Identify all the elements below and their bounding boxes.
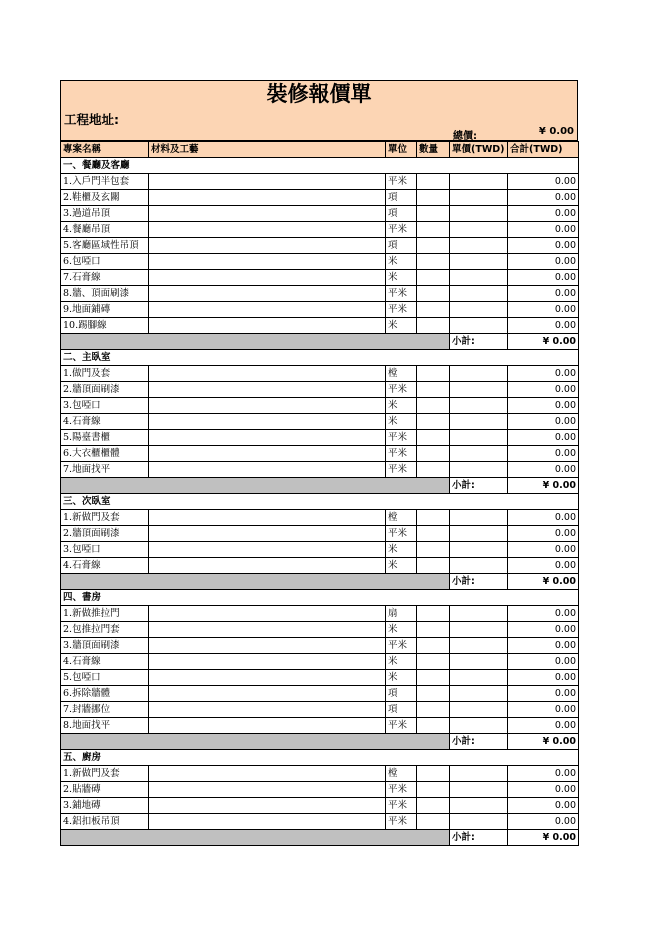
- quantity-cell[interactable]: [417, 638, 450, 654]
- table-row: [61, 686, 579, 702]
- row-total-cell: 0.00: [508, 254, 579, 270]
- subtotal-value: ¥ 0.00: [508, 734, 579, 750]
- project-address-label: 工程地址:: [64, 112, 119, 127]
- unit-cell: 平米: [386, 718, 417, 734]
- material-cell[interactable]: [149, 798, 386, 814]
- unit-price-cell[interactable]: [450, 430, 508, 446]
- item-name-cell: 4.石膏線: [61, 414, 149, 430]
- subtotal-label: 小計:: [450, 574, 508, 590]
- quantity-cell[interactable]: [417, 238, 450, 254]
- column-header-total: 合計(TWD): [508, 142, 579, 158]
- quotation-sheet: [60, 80, 578, 846]
- unit-price-cell[interactable]: [450, 446, 508, 462]
- quantity-cell[interactable]: [417, 510, 450, 526]
- item-name-cell: 2.貼牆磚: [61, 782, 149, 798]
- material-cell[interactable]: [149, 702, 386, 718]
- quantity-cell[interactable]: [417, 766, 450, 782]
- section-title: 三、次臥室: [61, 494, 579, 510]
- row-total-cell: 0.00: [508, 206, 579, 222]
- subtotal-filler: [61, 574, 450, 590]
- unit-cell: 米: [386, 558, 417, 574]
- unit-price-cell[interactable]: [450, 206, 508, 222]
- subtotal-row: [61, 478, 579, 494]
- quantity-cell[interactable]: [417, 398, 450, 414]
- table-row: [61, 222, 579, 238]
- unit-price-cell[interactable]: [450, 542, 508, 558]
- unit-cell: 平米: [386, 526, 417, 542]
- subtotal-value: ¥ 0.00: [508, 830, 579, 846]
- table-row: [61, 766, 579, 782]
- unit-price-cell[interactable]: [450, 718, 508, 734]
- row-total-cell: 0.00: [508, 622, 579, 638]
- quantity-cell[interactable]: [417, 254, 450, 270]
- unit-price-cell[interactable]: [450, 766, 508, 782]
- quotation-table: [60, 141, 579, 846]
- material-cell[interactable]: [149, 558, 386, 574]
- subtotal-filler: [61, 478, 450, 494]
- subtotal-row: [61, 830, 579, 846]
- row-total-cell: 0.00: [508, 526, 579, 542]
- quantity-cell[interactable]: [417, 222, 450, 238]
- material-cell[interactable]: [149, 382, 386, 398]
- unit-cell: 平米: [386, 462, 417, 478]
- unit-price-cell[interactable]: [450, 254, 508, 270]
- quantity-cell[interactable]: [417, 270, 450, 286]
- unit-price-cell[interactable]: [450, 606, 508, 622]
- grand-total-label: 總價:: [453, 131, 477, 142]
- item-name-cell: 7.地面找平: [61, 462, 149, 478]
- material-cell[interactable]: [149, 654, 386, 670]
- table-row: [61, 286, 579, 302]
- item-name-cell: 3.包啞口: [61, 542, 149, 558]
- item-name-cell: 6.大衣櫃櫃體: [61, 446, 149, 462]
- unit-cell: 樘: [386, 766, 417, 782]
- item-name-cell: 1.入戶門半包套: [61, 174, 149, 190]
- column-header-row: [61, 142, 579, 158]
- quantity-cell[interactable]: [417, 286, 450, 302]
- unit-cell: 平米: [386, 174, 417, 190]
- item-name-cell: 4.鋁扣板吊頂: [61, 814, 149, 830]
- unit-cell: 平米: [386, 638, 417, 654]
- material-cell[interactable]: [149, 318, 386, 334]
- unit-cell: 樘: [386, 366, 417, 382]
- material-cell[interactable]: [149, 510, 386, 526]
- table-row: [61, 814, 579, 830]
- quantity-cell[interactable]: [417, 606, 450, 622]
- item-name-cell: 3.鋪地磚: [61, 798, 149, 814]
- table-row: [61, 654, 579, 670]
- material-cell[interactable]: [149, 670, 386, 686]
- row-total-cell: 0.00: [508, 702, 579, 718]
- table-row: [61, 718, 579, 734]
- unit-cell: 平米: [386, 782, 417, 798]
- unit-cell: 米: [386, 654, 417, 670]
- material-cell[interactable]: [149, 302, 386, 318]
- unit-cell: 平米: [386, 286, 417, 302]
- unit-cell: 項: [386, 206, 417, 222]
- row-total-cell: 0.00: [508, 190, 579, 206]
- row-total-cell: 0.00: [508, 446, 579, 462]
- quantity-cell[interactable]: [417, 414, 450, 430]
- table-row: [61, 366, 579, 382]
- unit-cell: 米: [386, 318, 417, 334]
- unit-cell: 平米: [386, 798, 417, 814]
- unit-price-cell[interactable]: [450, 558, 508, 574]
- subtotal-value: ¥ 0.00: [508, 478, 579, 494]
- row-total-cell: 0.00: [508, 238, 579, 254]
- section-header-row: [61, 590, 579, 606]
- table-row: [61, 446, 579, 462]
- quantity-cell[interactable]: [417, 542, 450, 558]
- item-name-cell: 6.拆除牆體: [61, 686, 149, 702]
- material-cell[interactable]: [149, 718, 386, 734]
- unit-cell: 樘: [386, 510, 417, 526]
- subtotal-label: 小計:: [450, 478, 508, 494]
- material-cell[interactable]: [149, 446, 386, 462]
- section-title: 五、廚房: [61, 750, 579, 766]
- column-header-item: 專案名稱: [61, 142, 149, 158]
- item-name-cell: 1.新做推拉門: [61, 606, 149, 622]
- quantity-cell[interactable]: [417, 702, 450, 718]
- material-cell[interactable]: [149, 206, 386, 222]
- unit-price-cell[interactable]: [450, 318, 508, 334]
- row-total-cell: 0.00: [508, 798, 579, 814]
- quantity-cell[interactable]: [417, 814, 450, 830]
- item-name-cell: 2.牆頂面刷漆: [61, 526, 149, 542]
- subtotal-label: 小計:: [450, 334, 508, 350]
- quantity-cell[interactable]: [417, 718, 450, 734]
- table-row: [61, 302, 579, 318]
- table-row: [61, 542, 579, 558]
- material-cell[interactable]: [149, 814, 386, 830]
- unit-price-cell[interactable]: [450, 270, 508, 286]
- row-total-cell: 0.00: [508, 718, 579, 734]
- unit-price-cell[interactable]: [450, 638, 508, 654]
- quantity-cell[interactable]: [417, 318, 450, 334]
- row-total-cell: 0.00: [508, 430, 579, 446]
- material-cell[interactable]: [149, 462, 386, 478]
- unit-price-cell[interactable]: [450, 366, 508, 382]
- row-total-cell: 0.00: [508, 318, 579, 334]
- subtotal-label: 小計:: [450, 830, 508, 846]
- table-row: [61, 606, 579, 622]
- material-cell[interactable]: [149, 526, 386, 542]
- grand-total-value: ¥ 0.00: [538, 126, 574, 137]
- row-total-cell: 0.00: [508, 654, 579, 670]
- material-cell[interactable]: [149, 782, 386, 798]
- item-name-cell: 4.餐廳吊頂: [61, 222, 149, 238]
- row-total-cell: 0.00: [508, 382, 579, 398]
- item-name-cell: 1.新做門及套: [61, 766, 149, 782]
- unit-price-cell[interactable]: [450, 702, 508, 718]
- subtotal-label: 小計:: [450, 734, 508, 750]
- item-name-cell: 4.石膏線: [61, 558, 149, 574]
- material-cell[interactable]: [149, 542, 386, 558]
- unit-price-cell[interactable]: [450, 190, 508, 206]
- material-cell[interactable]: [149, 686, 386, 702]
- table-row: [61, 254, 579, 270]
- sheet-header: [60, 80, 578, 141]
- material-cell[interactable]: [149, 622, 386, 638]
- unit-price-cell[interactable]: [450, 510, 508, 526]
- material-cell[interactable]: [149, 270, 386, 286]
- section-header-row: [61, 158, 579, 174]
- subtotal-value: ¥ 0.00: [508, 334, 579, 350]
- row-total-cell: 0.00: [508, 222, 579, 238]
- unit-price-cell[interactable]: [450, 670, 508, 686]
- row-total-cell: 0.00: [508, 414, 579, 430]
- table-row: [61, 238, 579, 254]
- section-title: 一、餐廳及客廳: [61, 158, 579, 174]
- table-row: [61, 462, 579, 478]
- unit-cell: 米: [386, 414, 417, 430]
- row-total-cell: 0.00: [508, 462, 579, 478]
- item-name-cell: 9.地面鋪磚: [61, 302, 149, 318]
- material-cell[interactable]: [149, 398, 386, 414]
- unit-cell: 平米: [386, 382, 417, 398]
- table-row: [61, 398, 579, 414]
- unit-cell: 平米: [386, 302, 417, 318]
- table-row: [61, 670, 579, 686]
- item-name-cell: 4.石膏線: [61, 654, 149, 670]
- unit-price-cell[interactable]: [450, 686, 508, 702]
- item-name-cell: 1.做門及套: [61, 366, 149, 382]
- row-total-cell: 0.00: [508, 302, 579, 318]
- quantity-cell[interactable]: [417, 686, 450, 702]
- subtotal-filler: [61, 830, 450, 846]
- material-cell[interactable]: [149, 286, 386, 302]
- unit-cell: 平米: [386, 446, 417, 462]
- unit-price-cell[interactable]: [450, 302, 508, 318]
- item-name-cell: 10.踢腳線: [61, 318, 149, 334]
- row-total-cell: 0.00: [508, 766, 579, 782]
- sheet-title: 裝修報價單: [266, 81, 372, 106]
- item-name-cell: 2.鞋櫃及玄關: [61, 190, 149, 206]
- unit-cell: 項: [386, 238, 417, 254]
- quantity-cell[interactable]: [417, 798, 450, 814]
- unit-price-cell[interactable]: [450, 654, 508, 670]
- quantity-cell[interactable]: [417, 366, 450, 382]
- subtotal-row: [61, 574, 579, 590]
- unit-cell: 米: [386, 254, 417, 270]
- item-name-cell: 5.包啞口: [61, 670, 149, 686]
- section-title: 四、書房: [61, 590, 579, 606]
- subtotal-row: [61, 334, 579, 350]
- quantity-cell[interactable]: [417, 670, 450, 686]
- item-name-cell: 6.包啞口: [61, 254, 149, 270]
- unit-price-cell[interactable]: [450, 622, 508, 638]
- unit-cell: 米: [386, 398, 417, 414]
- material-cell[interactable]: [149, 254, 386, 270]
- subtotal-value: ¥ 0.00: [508, 574, 579, 590]
- item-name-cell: 5.客廳區域性吊頂: [61, 238, 149, 254]
- unit-price-cell[interactable]: [450, 174, 508, 190]
- unit-cell: 平米: [386, 814, 417, 830]
- item-name-cell: 7.封牆挪位: [61, 702, 149, 718]
- subtotal-filler: [61, 734, 450, 750]
- subtotal-filler: [61, 334, 450, 350]
- unit-cell: 項: [386, 686, 417, 702]
- row-total-cell: 0.00: [508, 814, 579, 830]
- item-name-cell: 3.牆頂面刷漆: [61, 638, 149, 654]
- material-cell[interactable]: [149, 638, 386, 654]
- column-header-material: 材料及工藝: [149, 142, 386, 158]
- unit-price-cell[interactable]: [450, 414, 508, 430]
- quantity-cell[interactable]: [417, 782, 450, 798]
- item-name-cell: 3.包啞口: [61, 398, 149, 414]
- unit-cell: 米: [386, 670, 417, 686]
- row-total-cell: 0.00: [508, 398, 579, 414]
- quantity-cell[interactable]: [417, 462, 450, 478]
- row-total-cell: 0.00: [508, 558, 579, 574]
- quantity-cell[interactable]: [417, 206, 450, 222]
- row-total-cell: 0.00: [508, 366, 579, 382]
- quantity-cell[interactable]: [417, 446, 450, 462]
- quantity-cell[interactable]: [417, 526, 450, 542]
- unit-price-cell[interactable]: [450, 286, 508, 302]
- item-name-cell: 1.新做門及套: [61, 510, 149, 526]
- unit-price-cell[interactable]: [450, 398, 508, 414]
- unit-cell: 平米: [386, 430, 417, 446]
- table-row: [61, 622, 579, 638]
- table-row: [61, 174, 579, 190]
- quantity-cell[interactable]: [417, 174, 450, 190]
- item-name-cell: 2.包推拉門套: [61, 622, 149, 638]
- table-row: [61, 270, 579, 286]
- unit-cell: 米: [386, 622, 417, 638]
- section-header-row: [61, 350, 579, 366]
- material-cell[interactable]: [149, 414, 386, 430]
- row-total-cell: 0.00: [508, 606, 579, 622]
- unit-price-cell[interactable]: [450, 382, 508, 398]
- material-cell[interactable]: [149, 606, 386, 622]
- table-row: [61, 798, 579, 814]
- row-total-cell: 0.00: [508, 782, 579, 798]
- table-row: [61, 206, 579, 222]
- unit-price-cell[interactable]: [450, 462, 508, 478]
- row-total-cell: 0.00: [508, 286, 579, 302]
- unit-cell: 項: [386, 702, 417, 718]
- table-row: [61, 190, 579, 206]
- material-cell[interactable]: [149, 766, 386, 782]
- column-header-unit: 單位: [386, 142, 417, 158]
- section-header-row: [61, 494, 579, 510]
- item-name-cell: 8.地面找平: [61, 718, 149, 734]
- table-row: [61, 510, 579, 526]
- unit-price-cell[interactable]: [450, 798, 508, 814]
- item-name-cell: 8.牆、頂面刷漆: [61, 286, 149, 302]
- quantity-cell[interactable]: [417, 302, 450, 318]
- row-total-cell: 0.00: [508, 638, 579, 654]
- row-total-cell: 0.00: [508, 270, 579, 286]
- quantity-cell[interactable]: [417, 382, 450, 398]
- item-name-cell: 3.過道吊頂: [61, 206, 149, 222]
- column-header-quantity: 數量: [417, 142, 450, 158]
- section-title: 二、主臥室: [61, 350, 579, 366]
- item-name-cell: 7.石膏線: [61, 270, 149, 286]
- quantity-cell[interactable]: [417, 190, 450, 206]
- unit-price-cell[interactable]: [450, 222, 508, 238]
- table-row: [61, 526, 579, 542]
- table-row: [61, 782, 579, 798]
- material-cell[interactable]: [149, 190, 386, 206]
- unit-cell: 米: [386, 542, 417, 558]
- table-row: [61, 382, 579, 398]
- material-cell[interactable]: [149, 430, 386, 446]
- unit-price-cell[interactable]: [450, 814, 508, 830]
- table-row: [61, 414, 579, 430]
- unit-cell: 項: [386, 190, 417, 206]
- row-total-cell: 0.00: [508, 542, 579, 558]
- unit-price-cell[interactable]: [450, 238, 508, 254]
- row-total-cell: 0.00: [508, 670, 579, 686]
- unit-cell: 扇: [386, 606, 417, 622]
- row-total-cell: 0.00: [508, 510, 579, 526]
- column-header-unit-price: 單價(TWD): [450, 142, 508, 158]
- quantity-cell[interactable]: [417, 558, 450, 574]
- quantity-cell[interactable]: [417, 430, 450, 446]
- unit-price-cell[interactable]: [450, 782, 508, 798]
- unit-price-cell[interactable]: [450, 526, 508, 542]
- row-total-cell: 0.00: [508, 174, 579, 190]
- material-cell[interactable]: [149, 366, 386, 382]
- unit-cell: 平米: [386, 222, 417, 238]
- item-name-cell: 5.陽臺書櫃: [61, 430, 149, 446]
- quantity-cell[interactable]: [417, 654, 450, 670]
- section-header-row: [61, 750, 579, 766]
- item-name-cell: 2.牆頂面刷漆: [61, 382, 149, 398]
- subtotal-row: [61, 734, 579, 750]
- material-cell[interactable]: [149, 238, 386, 254]
- table-row: [61, 638, 579, 654]
- material-cell[interactable]: [149, 222, 386, 238]
- row-total-cell: 0.00: [508, 686, 579, 702]
- material-cell[interactable]: [149, 174, 386, 190]
- table-row: [61, 430, 579, 446]
- table-row: [61, 558, 579, 574]
- quantity-cell[interactable]: [417, 622, 450, 638]
- table-row: [61, 702, 579, 718]
- unit-cell: 米: [386, 270, 417, 286]
- table-row: [61, 318, 579, 334]
